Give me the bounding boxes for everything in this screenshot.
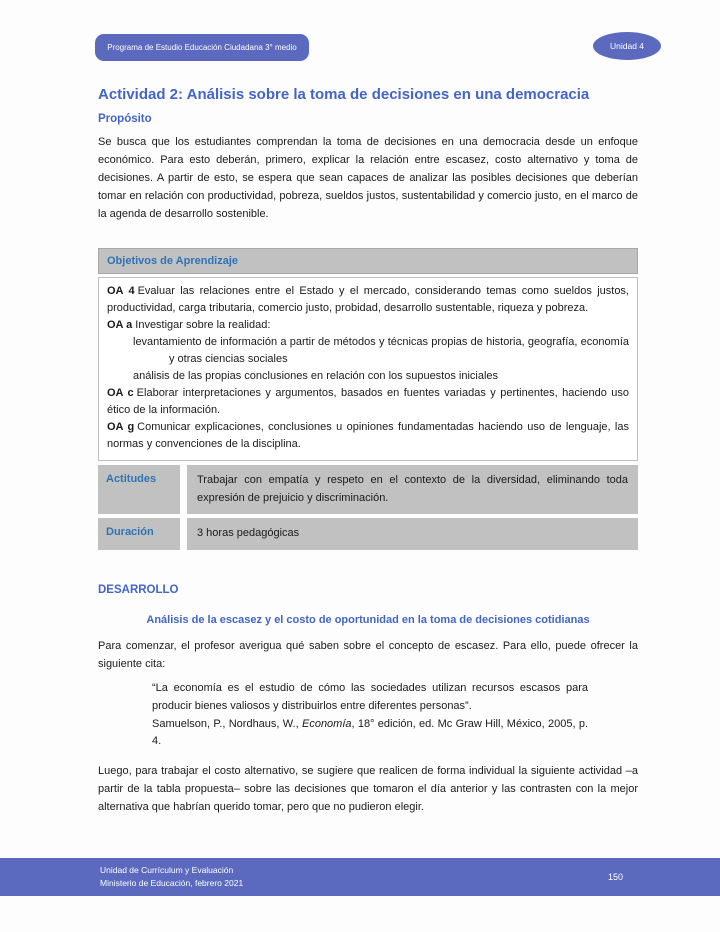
unit-badge-label: Unidad 4 [609, 41, 645, 51]
footer-page-number: 150 [607, 872, 623, 882]
unit-badge [593, 32, 661, 60]
duracion-row [98, 518, 638, 550]
oa-item-c-code: OA c [107, 386, 134, 399]
oa-item-a [107, 317, 629, 334]
oa-item-4 [107, 283, 629, 317]
oa-item-g-text: Comunicar explicaciones, conclusiones u opiniones fundamentadas haciendo uso de lenguaje, las normas y convenciones de la disciplina. [107, 420, 629, 451]
quote-source [152, 716, 588, 752]
quote-source-authors: Samuelson, P., Nordhaus, W., [152, 717, 302, 730]
objetivos-cell [98, 277, 638, 461]
oa-item-a-code: OA a [107, 318, 133, 331]
oa-item-c [107, 385, 629, 419]
footer-text [100, 864, 243, 890]
oa-item-a-text: Investigar sobre la realidad: [135, 318, 271, 331]
actitudes-label: Actitudes [98, 465, 180, 514]
objetivos-table [98, 248, 638, 550]
oa-item-g [107, 419, 629, 453]
program-badge [95, 34, 309, 61]
page-content [98, 86, 638, 817]
footer-ministry-line: Ministerio de Educación, febrero 2021 [100, 878, 244, 888]
quote-block [152, 680, 588, 752]
objetivos-table-header: Objetivos de Aprendizaje [98, 248, 638, 274]
program-badge-label: Programa de Estudio Educación Ciudadana 3° medio [107, 43, 297, 52]
page-footer [0, 858, 720, 896]
actitudes-text: Trabajar con empatía y respeto en el contexto de la diversidad, eliminando toda expresión de prejuicio y discriminación. [187, 465, 638, 514]
desarrollo-paragraph-2: Luego, para trabajar el costo alternativo, se sugiere que realicen de forma individual la siguiente actividad –a partir de la tabla propuesta– sobre las decisiones que tomaron el día anterior y las contrasten con la mejor alternativa que habrían querido tomar, pero que no pudieron elegir. [98, 765, 638, 814]
duracion-label: Duración [98, 518, 180, 550]
footer-unit-line: Unidad de Currículum y Evaluación [100, 864, 234, 875]
desarrollo-subheading: Análisis de la escasez y el costo de oportunidad en la toma de decisiones cotidianas [146, 613, 590, 626]
oa-item-c-text: Elaborar interpretaciones y argumentos, basados en fuentes variadas y pertinentes, haciendo uso ético de la información. [107, 386, 629, 416]
oa-item-a-sub-2: análisis de las propias conclusiones en relación con los supuestos iniciales [133, 369, 499, 382]
oa-item-g-code: OA g [107, 420, 135, 433]
oa-item-a-sub-1: levantamiento de información a partir de métodos y técnicas propias de historia, geografía, economía y otras ciencias sociales [133, 335, 629, 365]
quote-source-book-title: Economía [301, 717, 352, 730]
desarrollo-paragraph-1: Para comenzar, el profesor averigua qué saben sobre el concepto de escasez. Para ello, puede ofrecer la siguiente cita: [98, 639, 638, 670]
duracion-text: 3 horas pedagógicas [187, 518, 638, 550]
actitudes-row [98, 465, 638, 514]
oa-item-4-code: OA 4 [107, 284, 135, 297]
activity-title: Actividad 2: Análisis sobre la toma de decisiones en una democracia [98, 86, 590, 103]
proposito-paragraph: Se busca que los estudiantes comprendan la toma de decisiones en una democracia desde un enfoque económico. Para esto deberán, primero, explicar la relación entre escasez, costo alternativo y toma de decisiones. A partir de esto, se espera que sean capaces de analizar las posibles decisiones que deberían tomar en relación con productividad, pobreza, sueldos justos, sustentabilidad y comercio justo, en el marco de la agenda de desarrollo sostenible. [98, 136, 638, 220]
desarrollo-heading: DESARROLLO [98, 583, 179, 596]
oa-item-4-text: Evaluar las relaciones entre el Estado y el mercado, considerando temas como sueldos justos, productividad, carga tributaria, comercio justo, probidad, desarrollo sustentable, riqueza y pobreza. [107, 284, 629, 314]
proposito-heading: Propósito [98, 113, 152, 125]
quote-source-edition: , 18° edición, ed. Mc Graw Hill, México, 2005, p. 4. [152, 717, 589, 748]
quote-text: “La economía es el estudio de cómo las sociedades utilizan recursos escasos para producir bienes valiosos y distribuirlos entre diferentes personas”. [152, 681, 588, 712]
